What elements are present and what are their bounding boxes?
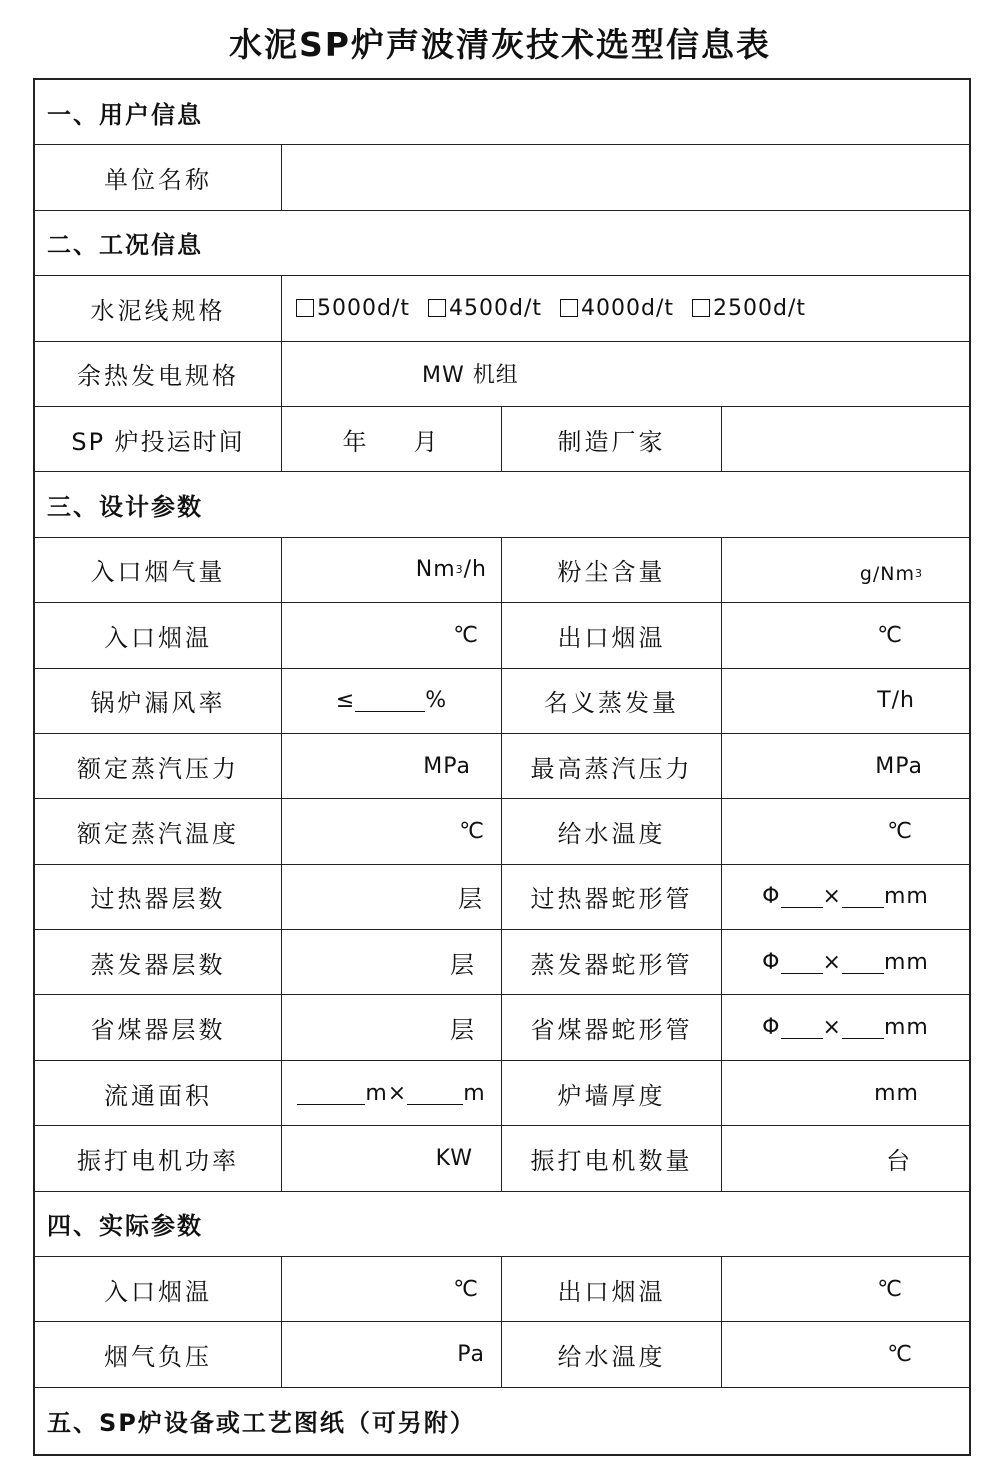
power-spec-field[interactable] bbox=[281, 342, 969, 406]
table-row bbox=[35, 1061, 969, 1126]
inlet-temp-field[interactable] bbox=[281, 603, 501, 667]
power-spec-unit: MW 机组 bbox=[422, 363, 519, 389]
actual-inlet-temp-label: 入口烟温 bbox=[104, 1277, 212, 1306]
rated-temp-field[interactable] bbox=[281, 799, 501, 863]
table-row bbox=[35, 1126, 969, 1191]
max-pressure-label: 最高蒸汽压力 bbox=[501, 734, 721, 798]
start-time-field[interactable] bbox=[281, 407, 501, 471]
phi-symbol: Φ bbox=[762, 949, 781, 975]
flow-area-unit: m bbox=[365, 1080, 388, 1106]
evaporator-tube-label: 蒸发器蛇形管 bbox=[501, 930, 721, 994]
table-row bbox=[35, 995, 969, 1060]
start-time-label: SP 炉投运时间 bbox=[71, 427, 245, 456]
rated-temp-label: 额定蒸汽温度 bbox=[77, 819, 239, 848]
table-row bbox=[35, 930, 969, 995]
actual-outlet-temp-unit: ℃ bbox=[877, 1276, 903, 1302]
rated-pressure-unit: MPa bbox=[423, 753, 471, 779]
evaporator-layers-unit: 层 bbox=[450, 950, 477, 979]
wall-thickness-field[interactable] bbox=[721, 1061, 969, 1125]
section-row-user bbox=[35, 80, 969, 145]
selection-form bbox=[33, 78, 971, 1456]
dust-field[interactable] bbox=[721, 538, 969, 602]
leak-rate-prefix: ≤ bbox=[335, 688, 356, 714]
checkbox-5000[interactable] bbox=[296, 299, 314, 317]
outlet-temp-label: 出口烟温 bbox=[501, 603, 721, 667]
flow-area-field[interactable] bbox=[281, 1061, 501, 1125]
option-label-4500: 4500d/t bbox=[449, 295, 542, 321]
table-row bbox=[35, 538, 969, 603]
max-pressure-unit: MPa bbox=[875, 753, 923, 779]
rated-temp-unit: ℃ bbox=[459, 818, 485, 844]
evaporator-layers-field[interactable] bbox=[281, 930, 501, 994]
section-heading-user: 一、用户信息 bbox=[47, 100, 203, 129]
actual-inlet-temp-unit: ℃ bbox=[453, 1276, 479, 1302]
section-row-actual bbox=[35, 1192, 969, 1257]
flue-pressure-label: 烟气负压 bbox=[104, 1343, 212, 1372]
company-name-field[interactable] bbox=[281, 145, 969, 209]
superheater-layers-unit: 层 bbox=[458, 885, 485, 914]
table-row bbox=[35, 1257, 969, 1322]
tube-thickness-blank[interactable] bbox=[842, 885, 884, 908]
actual-feed-temp-unit: ℃ bbox=[887, 1342, 913, 1368]
rapper-power-label: 振打电机功率 bbox=[77, 1146, 239, 1175]
dust-label: 粉尘含量 bbox=[501, 538, 721, 602]
tube-unit: mm bbox=[883, 949, 929, 975]
flow-area-unit: m bbox=[463, 1080, 486, 1106]
tube-diameter-blank[interactable] bbox=[781, 1016, 823, 1039]
power-spec-label: 余热发电规格 bbox=[77, 362, 239, 391]
inlet-flow-unit-tail: /h bbox=[463, 557, 487, 583]
inlet-flow-label: 入口烟气量 bbox=[90, 558, 226, 587]
dust-unit: g/Nm bbox=[859, 562, 915, 585]
section-heading-design: 三、设计参数 bbox=[47, 493, 203, 522]
flow-area-width-blank[interactable] bbox=[297, 1082, 365, 1105]
year-unit: 年 bbox=[342, 427, 370, 456]
actual-feed-temp-label: 给水温度 bbox=[501, 1322, 721, 1386]
actual-outlet-temp-field[interactable] bbox=[721, 1257, 969, 1321]
checkbox-2500[interactable] bbox=[692, 299, 710, 317]
actual-inlet-temp-field[interactable] bbox=[281, 1257, 501, 1321]
table-row bbox=[35, 342, 969, 407]
option-label-2500: 2500d/t bbox=[713, 295, 806, 321]
rapper-count-unit: 台 bbox=[886, 1146, 913, 1175]
section-row-drawings bbox=[35, 1388, 969, 1454]
times-symbol: × bbox=[822, 949, 842, 975]
rapper-power-field[interactable] bbox=[281, 1126, 501, 1190]
leak-rate-field[interactable] bbox=[281, 669, 501, 733]
inlet-flow-unit: Nm bbox=[415, 557, 456, 583]
option-label-4000: 4000d/t bbox=[581, 295, 674, 321]
tube-diameter-blank[interactable] bbox=[781, 885, 823, 908]
tube-thickness-blank[interactable] bbox=[842, 951, 884, 974]
dust-unit-sup: 3 bbox=[915, 567, 923, 581]
page-title: 水泥SP炉声波清灰技术选型信息表 bbox=[229, 25, 771, 64]
economizer-tube-label: 省煤器蛇形管 bbox=[501, 995, 721, 1059]
economizer-layers-label: 省煤器层数 bbox=[90, 1016, 226, 1045]
feed-temp-field[interactable] bbox=[721, 799, 969, 863]
rapper-count-field[interactable] bbox=[721, 1126, 969, 1190]
maker-label: 制造厂家 bbox=[501, 407, 721, 471]
section-heading-condition: 二、工况信息 bbox=[47, 231, 203, 260]
rated-pressure-label: 额定蒸汽压力 bbox=[77, 754, 239, 783]
rapper-power-unit: KW bbox=[435, 1145, 473, 1171]
tube-unit: mm bbox=[883, 1015, 929, 1041]
superheater-tube-field[interactable] bbox=[721, 865, 969, 929]
section-row-design bbox=[35, 472, 969, 537]
flue-pressure-unit: Pa bbox=[457, 1342, 485, 1368]
table-row bbox=[35, 669, 969, 734]
option-label-5000: 5000d/t bbox=[317, 295, 410, 321]
outlet-temp-field[interactable] bbox=[721, 603, 969, 667]
checkbox-4000[interactable] bbox=[560, 299, 578, 317]
superheater-layers-field[interactable] bbox=[281, 865, 501, 929]
flow-area-height-blank[interactable] bbox=[407, 1082, 463, 1105]
rapper-count-label: 振打电机数量 bbox=[501, 1126, 721, 1190]
phi-symbol: Φ bbox=[762, 884, 781, 910]
feed-temp-unit: ℃ bbox=[887, 818, 913, 844]
times-symbol: × bbox=[822, 1015, 842, 1041]
section-heading-drawings: 五、SP炉设备或工艺图纸（可另附） bbox=[47, 1409, 476, 1438]
table-row bbox=[35, 865, 969, 930]
line-spec-options bbox=[281, 276, 969, 340]
inlet-temp-unit: ℃ bbox=[453, 622, 479, 648]
superheater-layers-label: 过热器层数 bbox=[90, 885, 226, 914]
table-row bbox=[35, 603, 969, 668]
section-heading-actual: 四、实际参数 bbox=[47, 1212, 203, 1241]
steam-rate-unit: T/h bbox=[877, 688, 915, 714]
evaporator-layers-label: 蒸发器层数 bbox=[90, 950, 226, 979]
max-pressure-field[interactable] bbox=[721, 734, 969, 798]
table-row bbox=[35, 734, 969, 799]
table-row bbox=[35, 799, 969, 864]
section-row-condition bbox=[35, 211, 969, 276]
inlet-flow-unit-sup: 3 bbox=[455, 563, 464, 577]
company-name-label: 单位名称 bbox=[104, 166, 212, 195]
line-spec-label: 水泥线规格 bbox=[90, 296, 226, 325]
maker-field[interactable] bbox=[721, 407, 969, 471]
table-row bbox=[35, 1322, 969, 1387]
tube-diameter-blank[interactable] bbox=[781, 951, 823, 974]
tube-unit: mm bbox=[883, 884, 929, 910]
leak-rate-unit: % bbox=[425, 688, 448, 714]
steam-rate-field[interactable] bbox=[721, 669, 969, 733]
wall-thickness-label: 炉墙厚度 bbox=[501, 1061, 721, 1125]
times-symbol: × bbox=[822, 884, 842, 910]
actual-feed-temp-field[interactable] bbox=[721, 1322, 969, 1386]
month-unit: 月 bbox=[413, 427, 441, 456]
economizer-layers-field[interactable] bbox=[281, 995, 501, 1059]
phi-symbol: Φ bbox=[762, 1015, 781, 1041]
actual-outlet-temp-label: 出口烟温 bbox=[501, 1257, 721, 1321]
economizer-layers-unit: 层 bbox=[450, 1016, 477, 1045]
economizer-tube-field[interactable] bbox=[721, 995, 969, 1059]
feed-temp-label: 给水温度 bbox=[501, 799, 721, 863]
table-row bbox=[35, 407, 969, 472]
steam-rate-label: 名义蒸发量 bbox=[501, 669, 721, 733]
inlet-temp-label: 入口烟温 bbox=[104, 623, 212, 652]
flow-area-times: × bbox=[387, 1080, 408, 1106]
flow-area-label: 流通面积 bbox=[104, 1081, 212, 1110]
table-row bbox=[35, 145, 969, 210]
inlet-flow-field[interactable] bbox=[281, 538, 501, 602]
outlet-temp-unit: ℃ bbox=[877, 622, 903, 648]
leak-rate-blank[interactable] bbox=[355, 689, 425, 712]
tube-thickness-blank[interactable] bbox=[842, 1016, 884, 1039]
checkbox-4500[interactable] bbox=[428, 299, 446, 317]
evaporator-tube-field[interactable] bbox=[721, 930, 969, 994]
rated-pressure-field[interactable] bbox=[281, 734, 501, 798]
leak-rate-label: 锅炉漏风率 bbox=[90, 689, 226, 718]
wall-thickness-unit: mm bbox=[874, 1080, 919, 1106]
table-row bbox=[35, 276, 969, 341]
flue-pressure-field[interactable] bbox=[281, 1322, 501, 1386]
superheater-tube-label: 过热器蛇形管 bbox=[501, 865, 721, 929]
